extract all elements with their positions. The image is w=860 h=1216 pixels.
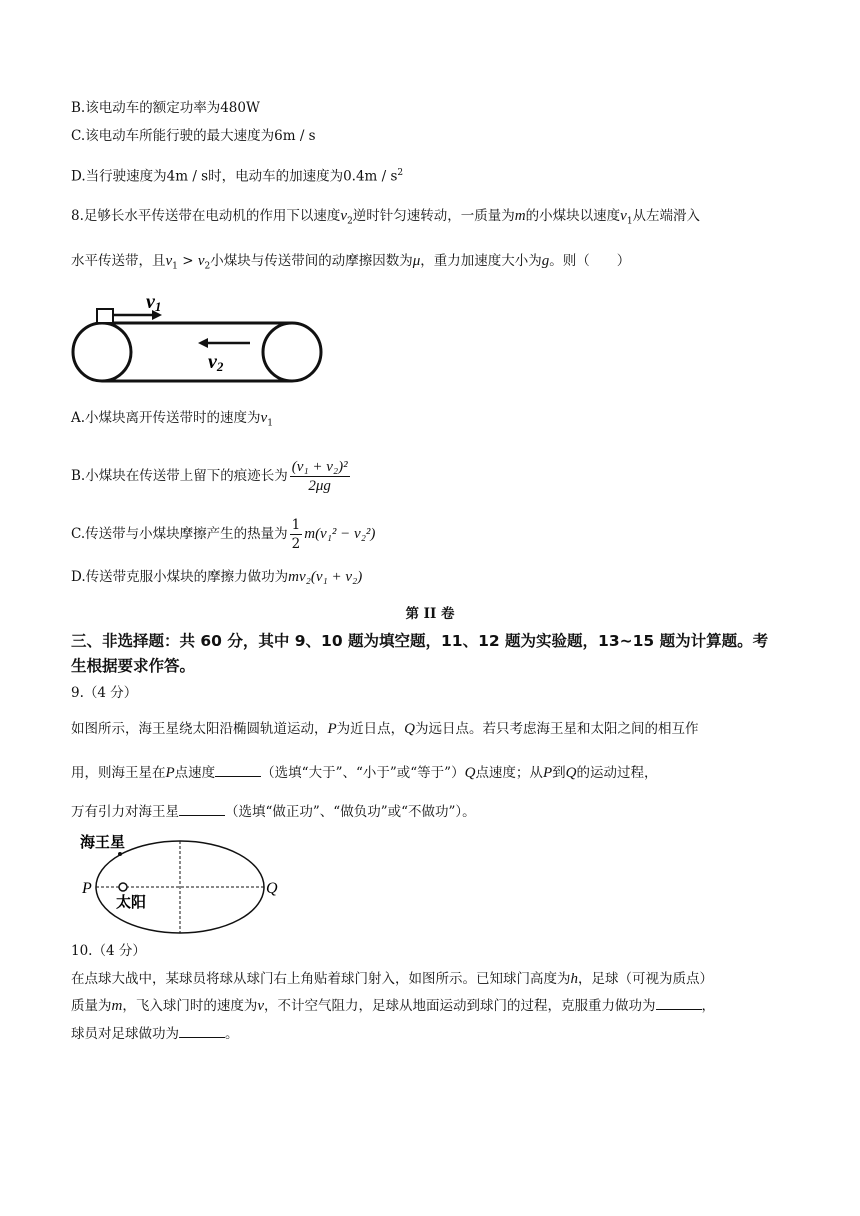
q8-option-c-expr: m(v₁² − v₂²): [304, 526, 376, 542]
q10-text: ，: [701, 998, 716, 1014]
q9-text: 点速度: [174, 765, 216, 781]
q8-option-c: [71, 514, 375, 554]
fraction-denominator: 2μg: [308, 478, 331, 494]
var-v: v: [165, 253, 173, 269]
neptune-label: 海王星: [80, 833, 126, 851]
q9-text: 点速度；从: [475, 765, 543, 781]
fraction-numerator: (v₁ + v₂)²: [291, 459, 348, 475]
q9-text: 为远日点。若只考虑海王星和太阳之间的相互作: [415, 721, 699, 737]
q10-line2: [71, 996, 715, 1016]
answer-blank[interactable]: [215, 763, 261, 777]
q9-text: 为近日点，: [336, 721, 405, 737]
v2-label: v2: [208, 351, 224, 374]
q8-text: 8.足够长水平传送带在电动机的作用下以速度: [71, 208, 341, 224]
var-v: v: [197, 253, 205, 269]
fraction-numerator: 1: [291, 517, 301, 533]
left-roller: [73, 323, 131, 381]
var-p: P: [542, 765, 553, 781]
var-mu: μ: [412, 253, 421, 269]
var-v: v: [620, 208, 627, 224]
q10-number: 10.（4 分）: [71, 943, 146, 959]
q8-option-c-text: C.传送带与小煤块摩擦产生的热量为: [71, 526, 288, 542]
var-g: g: [541, 253, 550, 269]
q9-text: 用，则海王星在: [71, 765, 166, 781]
q7-option-c: C.该电动车所能行驶的最大速度为6m / s: [71, 128, 316, 144]
q8-stem-line2: [71, 251, 630, 277]
sub: 1: [172, 261, 178, 272]
q8-text: ，重力加速度大小为: [420, 253, 542, 269]
q9-text: 到: [552, 765, 566, 781]
var-v: v: [257, 998, 265, 1014]
q9-line2: [71, 763, 657, 783]
q9-line3: [71, 802, 476, 822]
sub: 1: [626, 216, 633, 227]
q-label: Q: [266, 880, 278, 897]
neptune-dot: [118, 852, 122, 856]
q8-option-b: [71, 456, 352, 496]
q7-option-d: [71, 163, 403, 187]
q10-text: ，足球（可视为质点）: [578, 971, 713, 987]
sub: 2: [347, 216, 353, 227]
sun-dot: [119, 883, 127, 891]
q8-option-c-half: [290, 516, 303, 553]
var-p: P: [165, 765, 175, 781]
q8-option-a-text: A.小煤块离开传送带时的速度为: [71, 410, 261, 426]
v2-arrow-head: [198, 338, 208, 348]
q9-number: 9.（4 分）: [71, 685, 138, 701]
answer-blank[interactable]: [179, 802, 225, 816]
sun-label: 太阳: [116, 893, 147, 911]
right-roller: [263, 323, 321, 381]
var-m: m: [111, 998, 123, 1014]
part2-title: 第 II 卷: [405, 606, 455, 622]
q8-option-b-fraction: [290, 458, 350, 495]
sub: 1: [267, 418, 273, 429]
q10-line1: [71, 969, 713, 989]
gt-sign: >: [177, 253, 198, 269]
conveyor-belt-figure: [70, 288, 330, 392]
q10-text: 。: [225, 1026, 239, 1042]
q9-text: （选填“做正功”、“做负功”或“不做功”）。: [225, 804, 476, 820]
var-h: h: [570, 971, 578, 987]
q7-option-b: B.该电动车的额定功率为480W: [71, 100, 260, 116]
var-p: P: [327, 721, 337, 737]
q7-option-d-text: D.当行驶速度为4m / s时，电动车的加速度为0.4m / s: [71, 168, 398, 185]
q8-text: 。则（ ）: [549, 253, 631, 269]
q8-option-d-expr: mv₂(v₁ + v₂): [288, 569, 363, 585]
q9-text: 的运动过程，: [576, 765, 658, 781]
q8-text: 从左端滑入: [632, 208, 701, 224]
q8-option-d: [71, 567, 362, 587]
coal-block: [97, 309, 113, 323]
q10-text: 质量为: [71, 998, 112, 1014]
var-m: m: [514, 208, 526, 224]
q10-text: 在点球大战中，某球员将球从球门右上角贴着球门射入，如图所示。已知球门高度为: [71, 971, 571, 987]
q10-text: 球员对足球做功为: [71, 1026, 179, 1042]
var-v: v: [340, 208, 348, 224]
v1-label: v1: [146, 291, 162, 314]
q8-text: 的小煤块以速度: [525, 208, 621, 224]
part2-heading-line2: 生根据要求作答。: [71, 657, 196, 675]
q9-text: 万有引力对海王星: [71, 804, 179, 820]
fraction-denominator: 2: [291, 536, 301, 552]
q8-text: 小煤块与传送带间的动摩擦因数为: [210, 253, 413, 269]
answer-blank[interactable]: [656, 996, 702, 1010]
q8-option-a: [71, 408, 273, 434]
q8-option-b-text: B.小煤块在传送带上留下的痕迹长为: [71, 468, 288, 484]
p-label: P: [82, 880, 92, 897]
part2-heading-line1: 三、非选择题：共 60 分，其中 9、10 题为填空题，11、12 题为实验题，13~15 题为计算题。考: [71, 632, 769, 650]
var-q: Q: [464, 765, 476, 781]
orbit-figure: [74, 827, 294, 937]
answer-blank[interactable]: [179, 1024, 225, 1038]
q9-text: 如图所示，海王星绕太阳沿椭圆轨道运动，: [71, 721, 328, 737]
q10-line3: [71, 1024, 239, 1044]
q10-text: ，飞入球门时的速度为: [122, 998, 258, 1014]
q10-text: ，不计空气阻力，足球从地面运动到球门的过程，克服重力做功为: [264, 998, 656, 1014]
var-q: Q: [565, 765, 577, 781]
q7-option-d-sup: 2: [397, 168, 404, 178]
q8-option-d-text: D.传送带克服小煤块的摩擦力做功为: [71, 569, 289, 585]
var-v: v: [260, 410, 268, 426]
var-q: Q: [404, 721, 416, 737]
sub: 2: [204, 261, 211, 272]
q9-text: （选填“大于”、“小于”或“等于”）: [261, 765, 465, 781]
q9-line1: [71, 719, 699, 739]
q8-stem-line1: [71, 206, 700, 232]
q8-text: 水平传送带，且: [71, 253, 166, 269]
q8-text: 逆时针匀速转动，一质量为: [352, 208, 515, 224]
